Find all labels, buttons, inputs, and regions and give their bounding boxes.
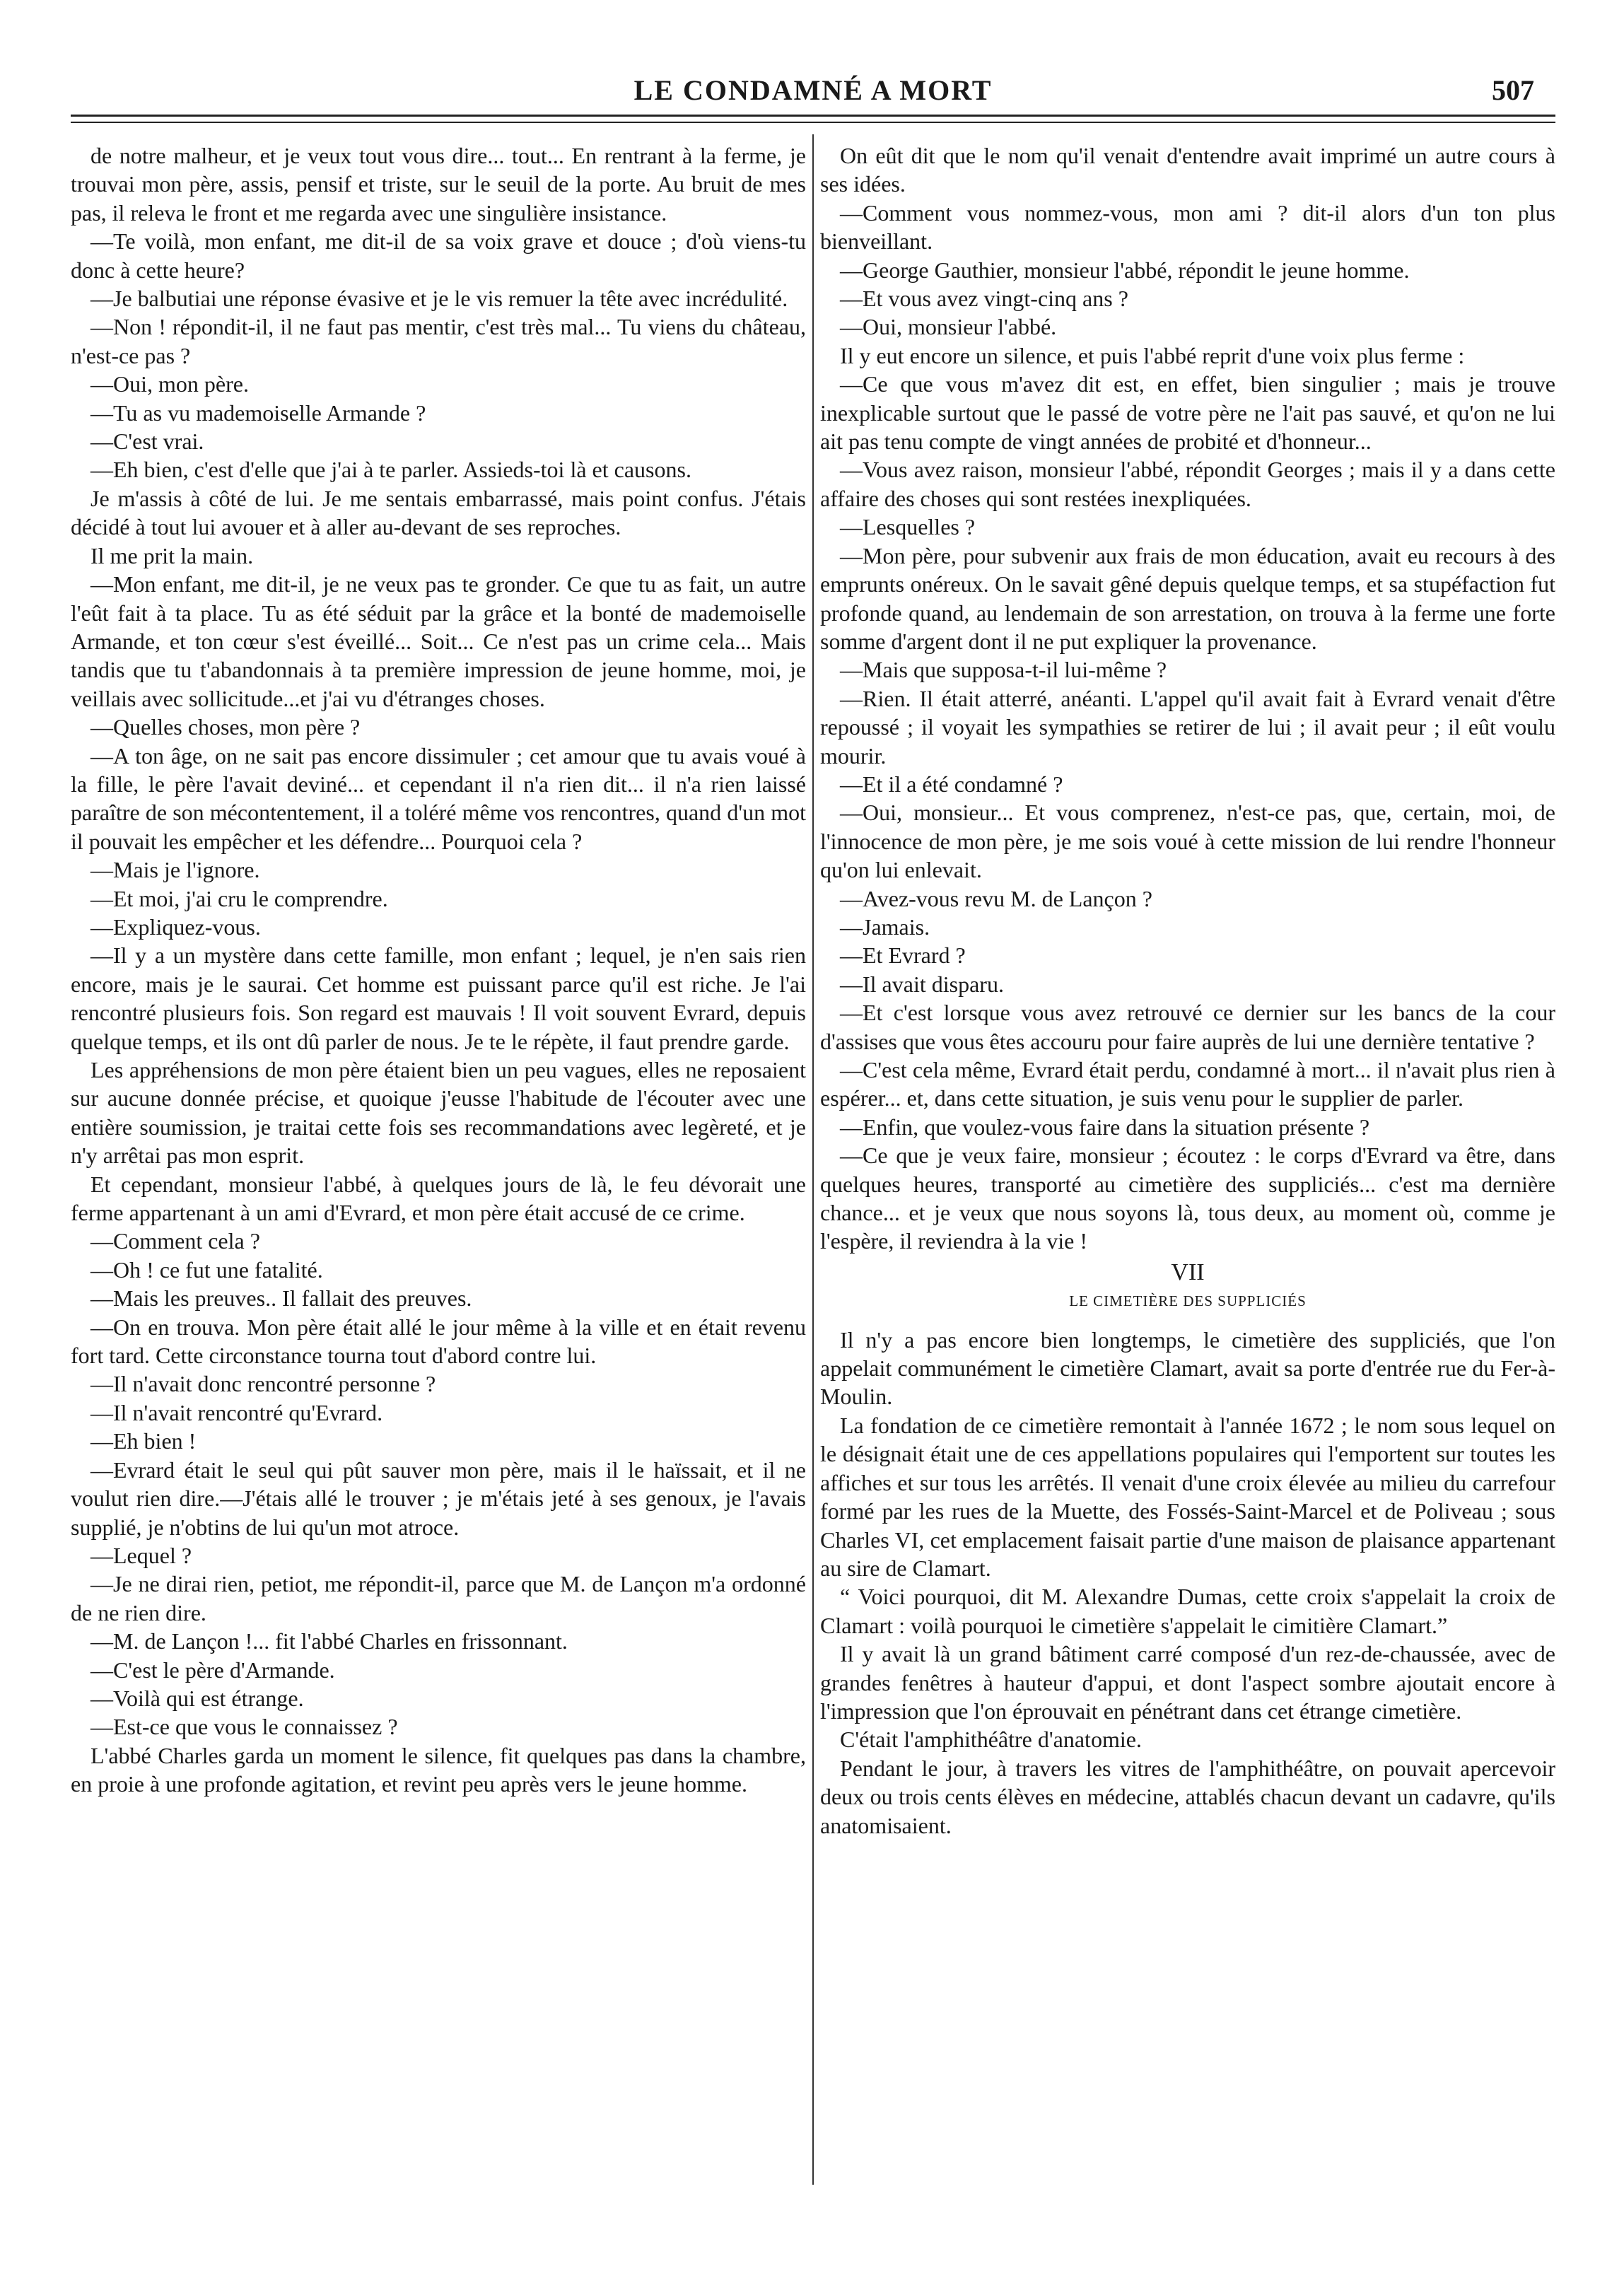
paragraph: —Voilà qui est étrange.: [90, 1685, 304, 1711]
right-column: [820, 141, 1555, 1840]
paragraph: —Je ne dirai rien, petiot, me répondit-il, parce que M. de Lançon m'a ordonné de ne rien dire.: [71, 1571, 806, 1625]
paragraph: L'abbé Charles garda un moment le silence, fit quelques pas dans la chambre, en proie à une profonde agitation, et revint peu après vers le jeune homme.: [71, 1742, 806, 1797]
paragraph: —Mon père, pour subvenir aux frais de mon éducation, avait eu recours à des emprunts onéreux. On le savait gêné depuis quelque temps, et sa stupéfaction fut profonde quand, au lendemain de son arrestation, on trouva à la ferme une forte somme d'argent dont il ne put expliquer la provenance.: [820, 542, 1555, 654]
paragraph: Il n'y a pas encore bien longtemps, le cimetière des suppliciés, que l'on appelait communément le cimetière Clamart, avait sa porte d'entrée rue du Fer-à-Moulin.: [820, 1326, 1555, 1410]
paragraph: —Il avait disparu.: [840, 971, 1004, 997]
paragraph: —Et moi, j'ai cru le comprendre.: [90, 885, 388, 911]
paragraph: —Mais que supposa-t-il lui-même ?: [840, 657, 1167, 683]
paragraph: —Et vous avez vingt-cinq ans ?: [840, 286, 1128, 312]
paragraph: —Te voilà, mon enfant, me dit-il de sa voix grave et douce ; d'où viens-tu donc à cette heure?: [71, 228, 806, 283]
paragraph: La fondation de ce cimetière remontait à l'année 1672 ; le nom sous lequel on le désignait était une de ces appellations populaires qui l'emportent sur toutes les affiches et sur tous les arrêtés. Il venait d'une croix élevée au milieu du carrefour formé par les rues de la Muette, des Fossés-Saint-Marcel et de Poliveau ; sous Charles VI, cet emplacement faisait partie d'une maison de plaisance appartenant au sire de Clamart.: [820, 1412, 1555, 1581]
paragraph: —Il n'avait donc rencontré personne ?: [90, 1371, 436, 1397]
paragraph: —Mais je l'ignore.: [90, 857, 260, 883]
paragraph: On eût dit que le nom qu'il venait d'entendre avait imprimé un autre cours à ses idées.: [820, 143, 1555, 197]
header-rule-bottom: [71, 122, 1555, 123]
paragraph: Il y eut encore un silence, et puis l'abbé reprit d'une voix plus ferme :: [840, 342, 1465, 368]
paragraph: de notre malheur, et je veux tout vous dire... tout... En rentrant à la ferme, je trouvai mon père, assis, pensif et triste, sur le seuil de la porte. Au bruit de mes pas, il releva le front et me regarda avec une singulière insistance.: [71, 143, 806, 226]
page-number: 507: [1492, 74, 1534, 106]
paragraph: —Rien. Il était atterré, anéanti. L'appel qu'il avait fait à Evrard venait d'être repoussé ; il voyait les sympathies se retirer de lui ; il avait peur ; il eût voulu mourir.: [820, 685, 1555, 769]
right-column-before-chapter: [820, 141, 1555, 1256]
paragraph: —Jamais.: [840, 913, 930, 940]
paragraph: —Ce que vous m'avez dit est, en effet, bien singulier ; mais je trouve inexplicable surtout que le passé de votre père ne l'ait pas sauvé, et qu'on ne lui ait pas tenu compte de vingt années de probité et d'honneur...: [820, 371, 1555, 455]
paragraph: —Mon enfant, me dit-il, je ne veux pas te gronder. Ce que tu as fait, un autre l'eût fait à ta place. Tu as été séduit par la grâce et la bonté de mademoiselle Armande, et ton cœur s'est éveillé... Soit... Ce n'est pas un crime cela... Mais tandis que tu t'abandonnais à ta première impression de jeune homme, moi, je veillais avec sollicitude...et j'ai vu d'étranges choses.: [71, 571, 806, 711]
paragraph: —Tu as vu mademoiselle Armande ?: [90, 399, 426, 426]
paragraph: C'était l'amphithéâtre d'anatomie.: [840, 1727, 1142, 1753]
right-column-after-chapter: [820, 1326, 1555, 1840]
paragraph: —M. de Lançon !... fit l'abbé Charles en frissonnant.: [90, 1628, 568, 1654]
paragraph: —Lequel ?: [90, 1542, 192, 1568]
header-rule-top: [71, 115, 1555, 117]
paragraph: —Oui, mon père.: [90, 371, 249, 397]
paragraph: “ Voici pourquoi, dit M. Alexandre Dumas, cette croix s'appelait la croix de Clamart : voilà pourquoi le cimetière s'appelait le cimitière Clamart.”: [820, 1584, 1555, 1638]
chapter-title: LE CIMETIÈRE DES SUPPLICIÉS: [1069, 1292, 1307, 1310]
paragraph: Les appréhensions de mon père étaient bien un peu vagues, elles ne reposaient sur aucune donnée précise, et quoique j'eusse l'habitude de l'écouter avec une entière soumission, je traitai cette fois ses recommandations avec legèreté, et je n'y arrêtai pas mon esprit.: [71, 1057, 806, 1169]
paragraph: —Et Evrard ?: [840, 942, 966, 969]
paragraph: Et cependant, monsieur l'abbé, à quelques jours de là, le feu dévorait une ferme appartenant à un ami d'Evrard, et mon père était accusé de ce crime.: [71, 1171, 806, 1226]
paragraph: —Est-ce que vous le connaissez ?: [90, 1714, 398, 1740]
paragraph: Il y avait là un grand bâtiment carré composé d'un rez-de-chaussée, avec de grandes fenêtres à hauteur d'appui, et dont l'aspect sombre ajoutait encore à l'impression que l'on éprouvait en pénétrant dans cet étrange cimetière.: [820, 1641, 1555, 1724]
column-divider: [812, 134, 814, 2185]
paragraph: —Comment vous nommez-vous, mon ami ? dit-il alors d'un ton plus bienveillant.: [820, 199, 1555, 255]
paragraph: —George Gauthier, monsieur l'abbé, répondit le jeune homme.: [840, 257, 1410, 283]
paragraph: —Et il a été condamné ?: [840, 771, 1063, 797]
paragraph: —Et c'est lorsque vous avez retrouvé ce dernier sur les bancs de la cour d'assises que vous êtes accouru pour faire auprès de lui une dernière tentative ?: [820, 1000, 1555, 1054]
paragraph: —Oui, monsieur... Et vous comprenez, n'est-ce pas, que, certain, moi, de l'innocence de mon père, je me sois voué à cette mission de lui rendre l'honneur qu'on lui enlevait.: [820, 800, 1555, 883]
paragraph: —Oui, monsieur l'abbé.: [840, 314, 1057, 340]
paragraph: —On en trouva. Mon père était allé le jour même à la ville et en était revenu fort tard. Cette circonstance tourna tout d'abord contre lui.: [71, 1314, 806, 1369]
paragraph: —Eh bien, c'est d'elle que j'ai à te parler. Assieds-toi là et causons.: [90, 457, 691, 483]
paragraph: —Oh ! ce fut une fatalité.: [90, 1256, 323, 1283]
paragraph: —Eh bien !: [90, 1428, 197, 1454]
paragraph: —C'est le père d'Armande.: [90, 1657, 335, 1683]
paragraph: —Vous avez raison, monsieur l'abbé, répondit Georges ; mais il y a dans cette affaire des choses qui sont restées inexpliquées.: [820, 457, 1555, 511]
paragraph: —Non ! répondit-il, il ne faut pas mentir, c'est très mal... Tu viens du château, n'est-ce pas ?: [71, 314, 806, 368]
paragraph: —Quelles choses, mon père ?: [90, 714, 361, 740]
paragraph: —A ton âge, on ne sait pas encore dissimuler ; cet amour que tu avais voué à la fille, le père l'avait deviné... et cependant il n'a rien dit... il n'a rien laissé paraître de son mécontentement, il a toléré même vos rencontres, quand d'un mot il pouvait les empêcher et les défendre... Pourquoi cela ?: [71, 742, 806, 854]
paragraph: —Il y a un mystère dans cette famille, mon enfant ; lequel, je n'en sais rien encore, mais je le saurai. Cet homme est puissant parce qu'il est riche. Je l'ai rencontré plusieurs fois. Son regard est mauvais ! Il voit souvent Evrard, depuis quelque temps, et ils ont dû parler de nous. Je te le répète, il faut prendre garde.: [71, 942, 806, 1054]
paragraph: —Il n'avait rencontré qu'Evrard.: [90, 1399, 383, 1425]
paragraph: Pendant le jour, à travers les vitres de l'amphithéâtre, on pouvait apercevoir deux ou trois cents élèves en médecine, attablés chacun devant un cadavre, qu'ils anatomisaient.: [820, 1755, 1555, 1838]
paragraph: —Evrard était le seul qui pût sauver mon père, mais il le haïssait, et il ne voulut rien dire.—J'étais allé le trouver ; je m'étais jeté à ses genoux, je l'avais supplié, je n'obtins de lui qu'un mot atroce.: [71, 1456, 806, 1540]
paragraph: —Je balbutiai une réponse évasive et je le vis remuer la tête avec incrédulité.: [90, 286, 788, 312]
running-title: LE CONDAMNÉ A MORT: [633, 74, 993, 106]
running-header: [71, 74, 1555, 116]
paragraph: —Expliquez-vous.: [90, 913, 261, 940]
paragraph: —Mais les preuves.. Il fallait des preuves.: [90, 1285, 472, 1312]
left-column: [71, 141, 806, 1799]
paragraph: —Comment cela ?: [90, 1228, 260, 1254]
paragraph: —C'est vrai.: [90, 428, 204, 455]
paragraph: —Lesquelles ?: [840, 514, 976, 540]
paragraph: —Avez-vous revu M. de Lançon ?: [840, 885, 1152, 911]
paragraph: Il me prit la main.: [90, 542, 254, 568]
chapter-number: VII: [1171, 1259, 1205, 1285]
paragraph: —C'est cela même, Evrard était perdu, condamné à mort... il n'avait plus rien à espérer... et, dans cette situation, je suis venu pour le supplier de parler.: [820, 1057, 1555, 1111]
paragraph: Je m'assis à côté de lui. Je me sentais embarrassé, mais point confus. J'étais décidé à tout lui avouer et à aller au-devant de ses reproches.: [71, 485, 806, 540]
paragraph: —Enfin, que voulez-vous faire dans la situation présente ?: [840, 1114, 1370, 1140]
paragraph: —Ce que je veux faire, monsieur ; écoutez : le corps d'Evrard va être, dans quelques heures, transporté au cimetière des suppliciés... c'est ma dernière chance... et je veux que nous soyons là, tous deux, au moment où, comme je l'espère, il reviendra à la vie !: [820, 1143, 1555, 1254]
